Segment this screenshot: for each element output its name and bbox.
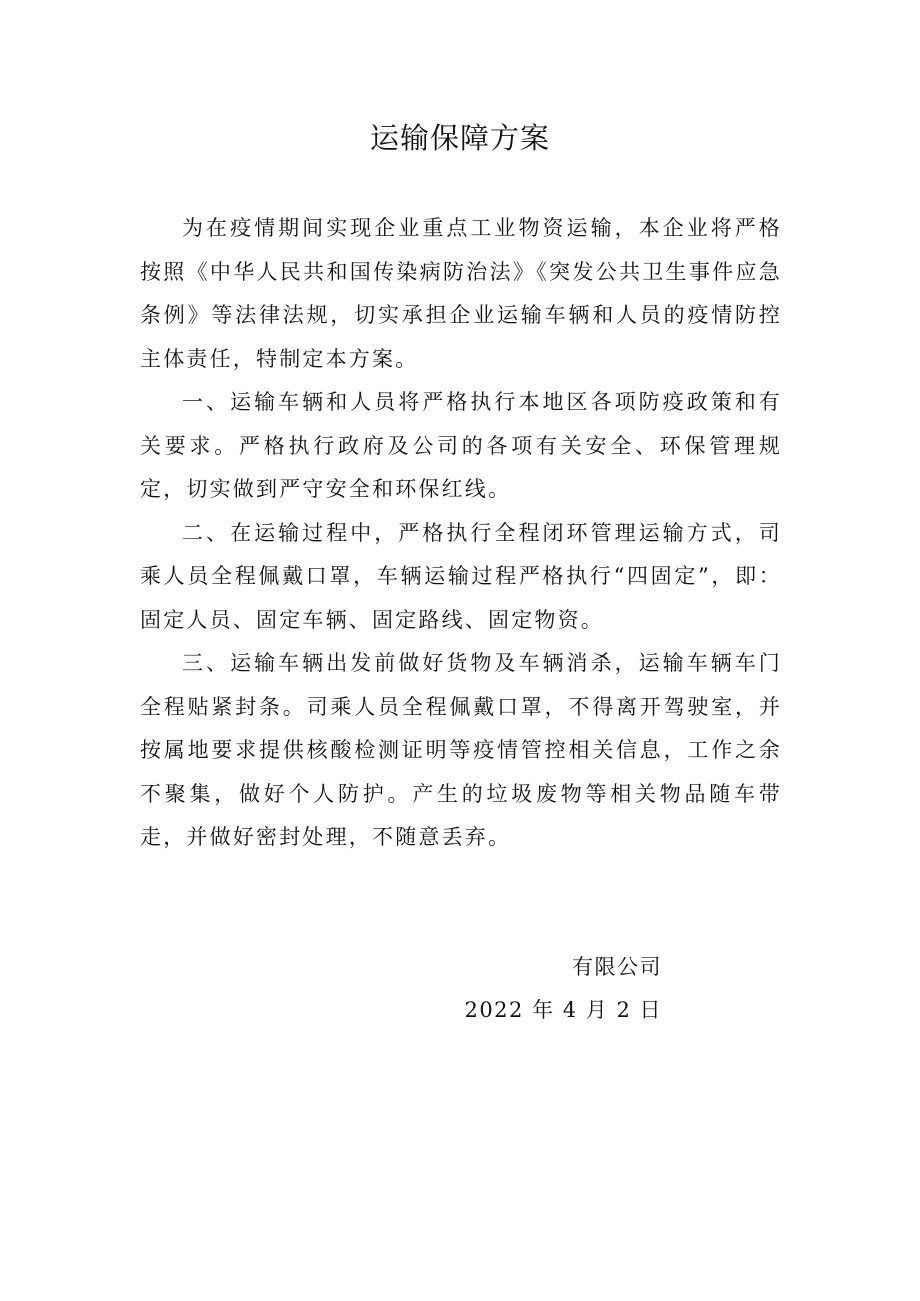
section-three-paragraph: 三、运输车辆出发前做好货物及车辆消杀，运输车辆车门全程贴紧封条。司乘人员全程佩戴口罩，不得离开驾驶室，并按属地要求提供核酸检测证明等疫情管控相关信息，工作之余不聚集，做好个人防护。产生的垃圾废物等相关物品随车带走，并做好密封处理，不随意丢弃。 [140,651,782,849]
signature-company: 有限公司 [572,955,662,979]
signature-date: 2022 年 4 月 2 日 [464,998,662,1022]
section-two-paragraph: 二、在运输过程中，严格执行全程闭环管理运输方式，司乘人员全程佩戴口罩，车辆运输过程严格执行“四固定”，即：固定人员、固定车辆、固定路线、固定物资。 [140,520,782,632]
intro-paragraph: 为在疫情期间实现企业重点工业物资运输，本企业将严格按照《中华人民共和国传染病防治法》《突发公共卫生事件应急条例》等法律法规，切实承担企业运输车辆和人员的疫情防控主体责任，特制定本方案。 [140,216,782,371]
document-body [140,207,782,860]
section-one-paragraph: 一、运输车辆和人员将严格执行本地区各项防疫政策和有关要求。严格执行政府及公司的各项有关安全、环保管理规定，切实做到严守安全和环保红线。 [140,390,782,501]
document-title: 运输保障方案 [369,121,550,155]
